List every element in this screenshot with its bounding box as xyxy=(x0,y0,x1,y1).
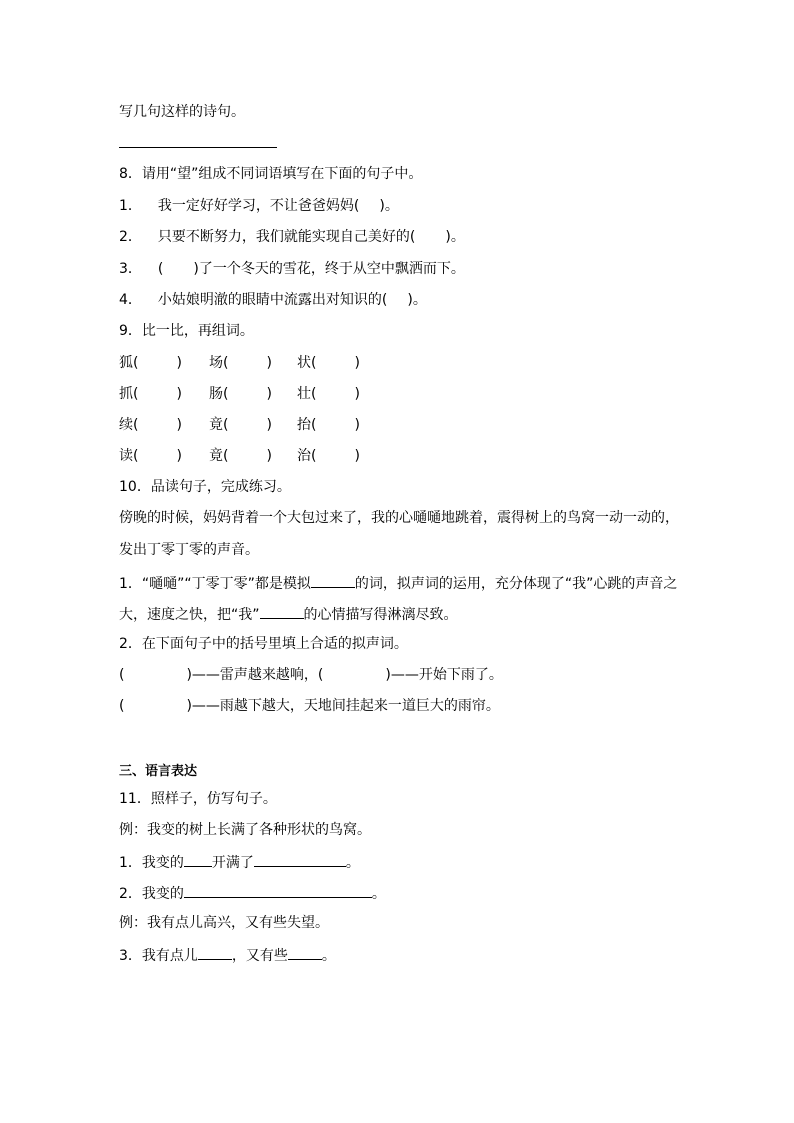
q9-cell: 肠( ) xyxy=(209,386,272,402)
q9-cell: 抬( ) xyxy=(297,417,360,433)
q9-row xyxy=(119,446,360,466)
q9-row xyxy=(119,415,360,435)
q9-cell: 状( ) xyxy=(297,355,360,371)
item-post: )。 xyxy=(445,229,465,245)
q10-sub2-title: 2．在下面句子中的括号里填上合适的拟声词。 xyxy=(119,636,408,652)
q10-sub1-line1: 1．“嗵嗵”“丁零丁零”都是模拟 的词，拟声词的运用，充分体现了“我”心跳的声音之 xyxy=(119,572,677,594)
fill-blank[interactable] xyxy=(311,572,355,588)
example-1: 例：我变的树上长满了各种形状的鸟窝。 xyxy=(119,822,371,838)
item-number: 4． xyxy=(119,292,142,308)
fill-blank[interactable] xyxy=(260,603,304,619)
item-number: 1． xyxy=(119,198,142,214)
q9-cell: 抓( ) xyxy=(119,386,182,402)
q9-row xyxy=(119,384,360,404)
q11-sub2: 2．我变的 。 xyxy=(119,882,386,904)
item-pre: 小姑娘明澈的眼睛中流露出对知识的( xyxy=(157,292,388,308)
fill-blank[interactable] xyxy=(184,851,212,867)
item-pre: ( xyxy=(157,261,164,277)
fill-blank[interactable] xyxy=(198,944,232,960)
fill-blank[interactable] xyxy=(184,882,372,898)
q10-sub2-line1: ( )——雷声越来越响，( )——开始下雨了。 xyxy=(119,667,503,683)
fill-blank[interactable] xyxy=(288,944,322,960)
q10-passage-line-2: 发出丁零丁零的声音。 xyxy=(119,542,259,558)
q9-cell: 治( ) xyxy=(297,448,360,464)
item-pre: 只要不断努力，我们就能实现自己美好的( xyxy=(157,229,416,245)
q8-item-4 xyxy=(119,290,427,310)
q11-sub3: 3．我有点儿 ，又有些 。 xyxy=(119,944,336,966)
example-2: 例：我有点儿高兴，又有些失望。 xyxy=(119,915,329,931)
q9-cell: 壮( ) xyxy=(297,386,360,402)
q9-cell: 读( ) xyxy=(119,448,182,464)
q9-cell: 场( ) xyxy=(209,355,272,371)
q10-sub2-line2: ( )——雨越下越大，天地间挂起来一道巨大的雨帘。 xyxy=(119,698,500,714)
q9-cell: 续( ) xyxy=(119,417,182,433)
q10-passage-line-1: 傍晚的时候，妈妈背着一个大包过来了，我的心嗵嗵地跳着，震得树上的鸟窝一动一动的， xyxy=(119,510,679,526)
item-post: )。 xyxy=(379,198,399,214)
q9-title: 9．比一比，再组词。 xyxy=(119,323,254,339)
q10-sub1-line2: 大，速度之快，把“我” 的心情描写得淋漓尽致。 xyxy=(119,603,458,625)
answer-underline xyxy=(119,147,277,148)
q9-row xyxy=(119,353,360,373)
q11-title: 11．照样子，仿写句子。 xyxy=(119,791,277,807)
q9-cell: 竟( ) xyxy=(209,417,272,433)
q8-item-2 xyxy=(119,227,465,247)
q9-cell: 狐( ) xyxy=(119,355,182,371)
intro-tail-text: 写几句这样的诗句。 xyxy=(119,104,245,120)
q8-item-1 xyxy=(119,196,399,216)
q8-title: 8．请用“望”组成不同词语填写在下面的句子中。 xyxy=(119,166,423,182)
q10-title: 10．品读句子，完成练习。 xyxy=(119,479,291,495)
q9-cell: 竟( ) xyxy=(209,448,272,464)
section-heading: 三、语言表达 xyxy=(119,764,198,779)
item-number: 2． xyxy=(119,229,142,245)
q11-sub1: 1．我变的 开满了 。 xyxy=(119,851,360,873)
item-post: )了一个冬天的雪花，终于从空中飘洒而下。 xyxy=(193,261,465,277)
item-pre: 我一定好好学习，不让爸爸妈妈( xyxy=(157,198,360,214)
item-number: 3． xyxy=(119,261,142,277)
item-post: )。 xyxy=(407,292,427,308)
fill-blank[interactable] xyxy=(254,851,346,867)
q8-item-3 xyxy=(119,259,465,279)
